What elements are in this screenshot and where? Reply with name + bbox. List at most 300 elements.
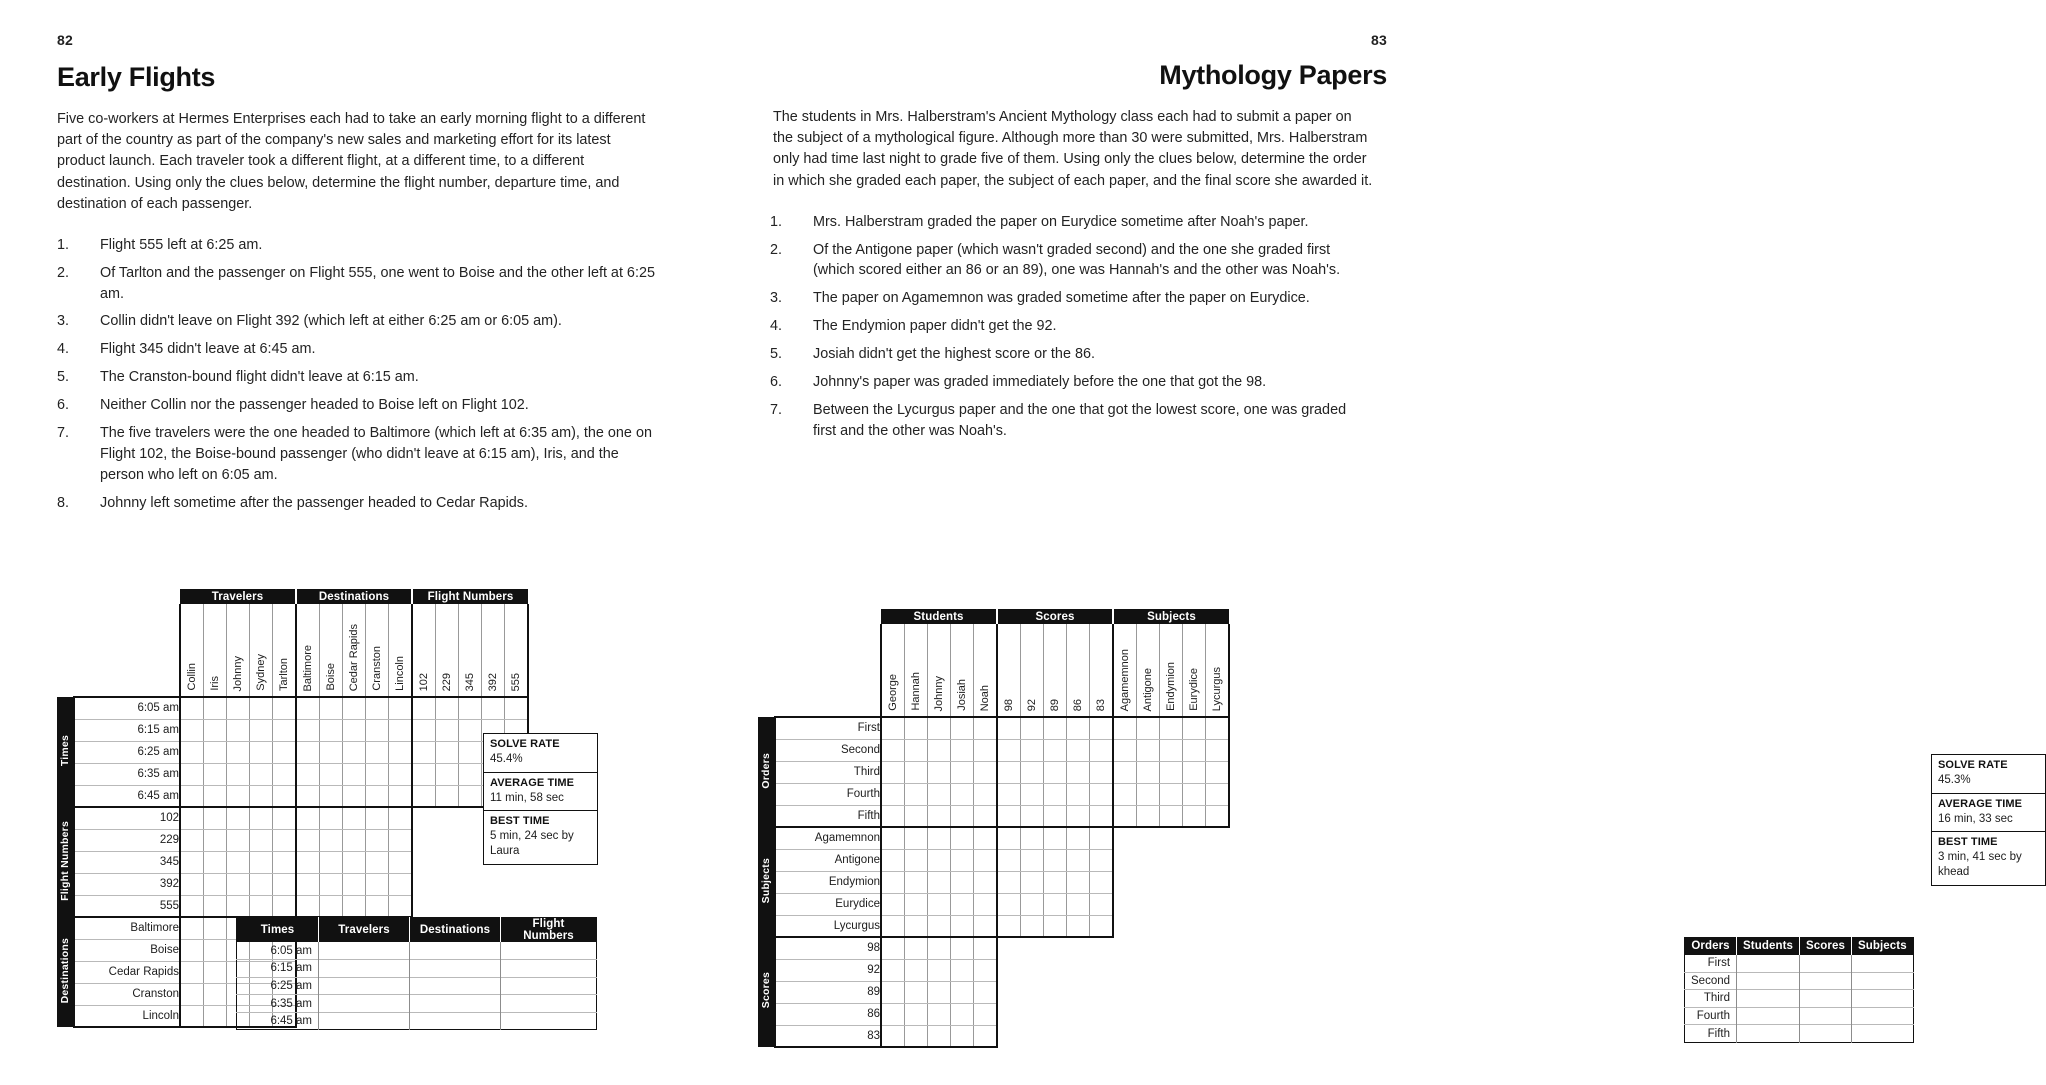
grid-cell[interactable] bbox=[951, 937, 974, 959]
grid-cell[interactable] bbox=[1067, 805, 1090, 827]
answer-input-cell[interactable] bbox=[319, 977, 410, 995]
grid-cell[interactable] bbox=[1160, 739, 1183, 761]
grid-cell[interactable] bbox=[273, 829, 297, 851]
grid-cell[interactable] bbox=[482, 697, 505, 719]
grid-cell[interactable] bbox=[1160, 717, 1183, 739]
grid-cell[interactable] bbox=[1113, 717, 1137, 739]
grid-cell[interactable] bbox=[1067, 849, 1090, 871]
grid-cell[interactable] bbox=[204, 961, 227, 983]
grid-cell[interactable] bbox=[389, 741, 413, 763]
grid-cell[interactable] bbox=[1044, 915, 1067, 937]
grid-cell[interactable] bbox=[250, 873, 273, 895]
answer-table[interactable] bbox=[1684, 937, 1914, 1043]
grid-cell[interactable] bbox=[905, 959, 928, 981]
grid-cell[interactable] bbox=[1067, 717, 1090, 739]
grid-cell[interactable] bbox=[412, 763, 436, 785]
answer-input-cell[interactable] bbox=[1737, 972, 1800, 990]
grid-cell[interactable] bbox=[1090, 827, 1114, 849]
grid-cell[interactable] bbox=[881, 761, 905, 783]
grid-cell[interactable] bbox=[505, 697, 529, 719]
grid-cell[interactable] bbox=[1090, 849, 1114, 871]
grid-cell[interactable] bbox=[204, 873, 227, 895]
grid-cell[interactable] bbox=[180, 983, 204, 1005]
grid-cell[interactable] bbox=[881, 915, 905, 937]
grid-cell[interactable] bbox=[1090, 783, 1114, 805]
grid-cell[interactable] bbox=[1113, 739, 1137, 761]
grid-cell[interactable] bbox=[974, 959, 998, 981]
grid-cell[interactable] bbox=[412, 719, 436, 741]
grid-cell[interactable] bbox=[1113, 761, 1137, 783]
grid-cell[interactable] bbox=[389, 873, 413, 895]
grid-cell[interactable] bbox=[180, 785, 204, 807]
answer-input-cell[interactable] bbox=[501, 995, 597, 1013]
grid-cell[interactable] bbox=[905, 937, 928, 959]
grid-cell[interactable] bbox=[366, 895, 389, 917]
grid-cell[interactable] bbox=[928, 893, 951, 915]
grid-cell[interactable] bbox=[928, 915, 951, 937]
grid-cell[interactable] bbox=[180, 939, 204, 961]
answer-input-cell[interactable] bbox=[410, 1012, 501, 1030]
grid-cell[interactable] bbox=[881, 717, 905, 739]
grid-cell[interactable] bbox=[180, 741, 204, 763]
grid-cell[interactable] bbox=[951, 827, 974, 849]
answer-input-cell[interactable] bbox=[1800, 990, 1852, 1008]
grid-cell[interactable] bbox=[227, 807, 250, 829]
grid-cell[interactable] bbox=[250, 851, 273, 873]
grid-cell[interactable] bbox=[1183, 717, 1206, 739]
grid-cell[interactable] bbox=[928, 849, 951, 871]
grid-cell[interactable] bbox=[296, 763, 320, 785]
grid-cell[interactable] bbox=[1067, 871, 1090, 893]
grid-cell[interactable] bbox=[180, 961, 204, 983]
grid-cell[interactable] bbox=[366, 741, 389, 763]
grid-cell[interactable] bbox=[204, 1005, 227, 1027]
grid-cell[interactable] bbox=[951, 1025, 974, 1047]
grid-cell[interactable] bbox=[951, 915, 974, 937]
answer-input-cell[interactable] bbox=[1851, 955, 1913, 973]
grid-cell[interactable] bbox=[1021, 827, 1044, 849]
grid-cell[interactable] bbox=[227, 851, 250, 873]
grid-cell[interactable] bbox=[951, 1003, 974, 1025]
grid-cell[interactable] bbox=[296, 719, 320, 741]
grid-cell[interactable] bbox=[997, 805, 1021, 827]
grid-cell[interactable] bbox=[1183, 739, 1206, 761]
grid-cell[interactable] bbox=[320, 719, 343, 741]
grid-cell[interactable] bbox=[366, 829, 389, 851]
grid-cell[interactable] bbox=[366, 807, 389, 829]
grid-cell[interactable] bbox=[204, 917, 227, 939]
grid-cell[interactable] bbox=[180, 917, 204, 939]
grid-cell[interactable] bbox=[1206, 739, 1230, 761]
grid-cell[interactable] bbox=[1021, 717, 1044, 739]
grid-cell[interactable] bbox=[881, 959, 905, 981]
grid-cell[interactable] bbox=[389, 697, 413, 719]
grid-cell[interactable] bbox=[273, 785, 297, 807]
grid-cell[interactable] bbox=[1044, 849, 1067, 871]
grid-cell[interactable] bbox=[881, 871, 905, 893]
grid-cell[interactable] bbox=[320, 873, 343, 895]
grid-cell[interactable] bbox=[997, 871, 1021, 893]
grid-cell[interactable] bbox=[905, 783, 928, 805]
grid-cell[interactable] bbox=[180, 851, 204, 873]
grid-cell[interactable] bbox=[881, 1025, 905, 1047]
grid-cell[interactable] bbox=[905, 849, 928, 871]
grid-cell[interactable] bbox=[180, 719, 204, 741]
grid-cell[interactable] bbox=[928, 739, 951, 761]
answer-table-left[interactable] bbox=[236, 917, 597, 1030]
grid-cell[interactable] bbox=[1090, 761, 1114, 783]
grid-cell[interactable] bbox=[1090, 739, 1114, 761]
grid-cell[interactable] bbox=[974, 783, 998, 805]
grid-cell[interactable] bbox=[320, 785, 343, 807]
grid-cell[interactable] bbox=[928, 827, 951, 849]
grid-cell[interactable] bbox=[227, 785, 250, 807]
grid-cell[interactable] bbox=[459, 719, 482, 741]
grid-cell[interactable] bbox=[1067, 827, 1090, 849]
grid-cell[interactable] bbox=[928, 761, 951, 783]
answer-input-cell[interactable] bbox=[319, 995, 410, 1013]
grid-cell[interactable] bbox=[974, 981, 998, 1003]
answer-table[interactable] bbox=[236, 917, 597, 1030]
grid-cell[interactable] bbox=[1113, 783, 1137, 805]
grid-cell[interactable] bbox=[296, 785, 320, 807]
logic-grid-right[interactable] bbox=[758, 609, 1230, 1048]
grid-cell[interactable] bbox=[320, 807, 343, 829]
grid-cell[interactable] bbox=[250, 829, 273, 851]
grid-cell[interactable] bbox=[997, 717, 1021, 739]
grid-cell[interactable] bbox=[1160, 783, 1183, 805]
grid-cell[interactable] bbox=[227, 895, 250, 917]
grid-cell[interactable] bbox=[997, 849, 1021, 871]
grid-cell[interactable] bbox=[389, 719, 413, 741]
answer-input-cell[interactable] bbox=[1800, 1025, 1852, 1043]
grid-cell[interactable] bbox=[227, 829, 250, 851]
grid-cell[interactable] bbox=[1160, 805, 1183, 827]
grid-cell[interactable] bbox=[204, 785, 227, 807]
grid-cell[interactable] bbox=[180, 895, 204, 917]
answer-input-cell[interactable] bbox=[410, 995, 501, 1013]
grid-cell[interactable] bbox=[1067, 893, 1090, 915]
answer-input-cell[interactable] bbox=[1851, 990, 1913, 1008]
grid-cell[interactable] bbox=[1044, 761, 1067, 783]
grid-cell[interactable] bbox=[951, 805, 974, 827]
grid-cell[interactable] bbox=[1044, 739, 1067, 761]
logic-grid-table[interactable] bbox=[758, 609, 1230, 1048]
grid-cell[interactable] bbox=[343, 741, 366, 763]
grid-cell[interactable] bbox=[250, 719, 273, 741]
grid-cell[interactable] bbox=[974, 1003, 998, 1025]
grid-cell[interactable] bbox=[250, 697, 273, 719]
grid-cell[interactable] bbox=[928, 783, 951, 805]
grid-cell[interactable] bbox=[1137, 761, 1160, 783]
grid-cell[interactable] bbox=[180, 873, 204, 895]
grid-cell[interactable] bbox=[366, 697, 389, 719]
grid-cell[interactable] bbox=[928, 805, 951, 827]
grid-cell[interactable] bbox=[204, 939, 227, 961]
grid-cell[interactable] bbox=[905, 739, 928, 761]
answer-input-cell[interactable] bbox=[1851, 972, 1913, 990]
answer-input-cell[interactable] bbox=[319, 1012, 410, 1030]
grid-cell[interactable] bbox=[366, 785, 389, 807]
answer-input-cell[interactable] bbox=[1851, 1007, 1913, 1025]
grid-cell[interactable] bbox=[204, 741, 227, 763]
grid-cell[interactable] bbox=[928, 871, 951, 893]
grid-cell[interactable] bbox=[1183, 805, 1206, 827]
grid-cell[interactable] bbox=[320, 741, 343, 763]
grid-cell[interactable] bbox=[928, 959, 951, 981]
grid-cell[interactable] bbox=[905, 893, 928, 915]
grid-cell[interactable] bbox=[1021, 871, 1044, 893]
grid-cell[interactable] bbox=[928, 1003, 951, 1025]
grid-cell[interactable] bbox=[1113, 805, 1137, 827]
grid-cell[interactable] bbox=[436, 697, 459, 719]
grid-cell[interactable] bbox=[343, 851, 366, 873]
grid-cell[interactable] bbox=[951, 959, 974, 981]
answer-input-cell[interactable] bbox=[501, 960, 597, 978]
grid-cell[interactable] bbox=[881, 1003, 905, 1025]
grid-cell[interactable] bbox=[227, 697, 250, 719]
grid-cell[interactable] bbox=[881, 849, 905, 871]
grid-cell[interactable] bbox=[905, 1025, 928, 1047]
grid-cell[interactable] bbox=[459, 763, 482, 785]
grid-cell[interactable] bbox=[320, 895, 343, 917]
grid-cell[interactable] bbox=[905, 717, 928, 739]
grid-cell[interactable] bbox=[905, 761, 928, 783]
answer-input-cell[interactable] bbox=[1800, 955, 1852, 973]
grid-cell[interactable] bbox=[1137, 783, 1160, 805]
grid-cell[interactable] bbox=[366, 763, 389, 785]
grid-cell[interactable] bbox=[204, 829, 227, 851]
grid-cell[interactable] bbox=[974, 1025, 998, 1047]
grid-cell[interactable] bbox=[250, 763, 273, 785]
grid-cell[interactable] bbox=[273, 895, 297, 917]
grid-cell[interactable] bbox=[436, 719, 459, 741]
answer-input-cell[interactable] bbox=[1800, 1007, 1852, 1025]
grid-cell[interactable] bbox=[881, 893, 905, 915]
grid-cell[interactable] bbox=[1090, 915, 1114, 937]
grid-cell[interactable] bbox=[343, 785, 366, 807]
grid-cell[interactable] bbox=[951, 871, 974, 893]
grid-cell[interactable] bbox=[1137, 739, 1160, 761]
grid-cell[interactable] bbox=[204, 895, 227, 917]
grid-cell[interactable] bbox=[1067, 783, 1090, 805]
answer-table-right[interactable] bbox=[1684, 937, 1914, 1043]
grid-cell[interactable] bbox=[1021, 739, 1044, 761]
grid-cell[interactable] bbox=[1090, 893, 1114, 915]
grid-cell[interactable] bbox=[974, 871, 998, 893]
grid-cell[interactable] bbox=[180, 807, 204, 829]
answer-input-cell[interactable] bbox=[410, 942, 501, 960]
grid-cell[interactable] bbox=[436, 763, 459, 785]
grid-cell[interactable] bbox=[974, 937, 998, 959]
grid-cell[interactable] bbox=[389, 829, 413, 851]
grid-cell[interactable] bbox=[1067, 739, 1090, 761]
grid-cell[interactable] bbox=[296, 807, 320, 829]
grid-cell[interactable] bbox=[928, 981, 951, 1003]
grid-cell[interactable] bbox=[1021, 849, 1044, 871]
grid-cell[interactable] bbox=[180, 1005, 204, 1027]
grid-cell[interactable] bbox=[273, 873, 297, 895]
grid-cell[interactable] bbox=[974, 827, 998, 849]
grid-cell[interactable] bbox=[951, 893, 974, 915]
grid-cell[interactable] bbox=[905, 915, 928, 937]
grid-cell[interactable] bbox=[366, 873, 389, 895]
grid-cell[interactable] bbox=[905, 827, 928, 849]
grid-cell[interactable] bbox=[1021, 761, 1044, 783]
grid-cell[interactable] bbox=[1090, 871, 1114, 893]
grid-cell[interactable] bbox=[389, 851, 413, 873]
grid-cell[interactable] bbox=[343, 697, 366, 719]
grid-cell[interactable] bbox=[412, 785, 436, 807]
grid-cell[interactable] bbox=[1183, 783, 1206, 805]
grid-cell[interactable] bbox=[1090, 805, 1114, 827]
grid-cell[interactable] bbox=[1044, 805, 1067, 827]
grid-cell[interactable] bbox=[343, 807, 366, 829]
grid-cell[interactable] bbox=[204, 983, 227, 1005]
grid-cell[interactable] bbox=[296, 829, 320, 851]
grid-cell[interactable] bbox=[905, 871, 928, 893]
grid-cell[interactable] bbox=[296, 873, 320, 895]
grid-cell[interactable] bbox=[412, 741, 436, 763]
grid-cell[interactable] bbox=[905, 1003, 928, 1025]
grid-cell[interactable] bbox=[459, 741, 482, 763]
grid-cell[interactable] bbox=[1160, 761, 1183, 783]
grid-cell[interactable] bbox=[881, 805, 905, 827]
answer-input-cell[interactable] bbox=[1737, 955, 1800, 973]
grid-cell[interactable] bbox=[389, 807, 413, 829]
grid-cell[interactable] bbox=[997, 761, 1021, 783]
grid-cell[interactable] bbox=[881, 783, 905, 805]
grid-cell[interactable] bbox=[320, 829, 343, 851]
grid-cell[interactable] bbox=[250, 741, 273, 763]
grid-cell[interactable] bbox=[905, 981, 928, 1003]
grid-cell[interactable] bbox=[928, 1025, 951, 1047]
grid-cell[interactable] bbox=[180, 697, 204, 719]
grid-cell[interactable] bbox=[1206, 717, 1230, 739]
grid-cell[interactable] bbox=[1183, 761, 1206, 783]
grid-cell[interactable] bbox=[273, 851, 297, 873]
grid-cell[interactable] bbox=[1044, 783, 1067, 805]
grid-cell[interactable] bbox=[881, 827, 905, 849]
grid-cell[interactable] bbox=[320, 697, 343, 719]
grid-cell[interactable] bbox=[1044, 827, 1067, 849]
grid-cell[interactable] bbox=[204, 851, 227, 873]
answer-input-cell[interactable] bbox=[319, 960, 410, 978]
grid-cell[interactable] bbox=[1044, 871, 1067, 893]
grid-cell[interactable] bbox=[204, 763, 227, 785]
grid-cell[interactable] bbox=[389, 895, 413, 917]
grid-cell[interactable] bbox=[343, 873, 366, 895]
grid-cell[interactable] bbox=[974, 717, 998, 739]
answer-input-cell[interactable] bbox=[410, 960, 501, 978]
answer-input-cell[interactable] bbox=[501, 942, 597, 960]
grid-cell[interactable] bbox=[180, 763, 204, 785]
grid-cell[interactable] bbox=[1137, 717, 1160, 739]
grid-cell[interactable] bbox=[412, 697, 436, 719]
grid-cell[interactable] bbox=[204, 807, 227, 829]
grid-cell[interactable] bbox=[974, 739, 998, 761]
answer-input-cell[interactable] bbox=[319, 942, 410, 960]
grid-cell[interactable] bbox=[227, 719, 250, 741]
grid-cell[interactable] bbox=[1137, 805, 1160, 827]
answer-input-cell[interactable] bbox=[1737, 990, 1800, 1008]
answer-input-cell[interactable] bbox=[501, 977, 597, 995]
grid-cell[interactable] bbox=[459, 697, 482, 719]
grid-cell[interactable] bbox=[951, 739, 974, 761]
grid-cell[interactable] bbox=[974, 915, 998, 937]
answer-input-cell[interactable] bbox=[1851, 1025, 1913, 1043]
answer-input-cell[interactable] bbox=[410, 977, 501, 995]
grid-cell[interactable] bbox=[951, 717, 974, 739]
grid-cell[interactable] bbox=[343, 829, 366, 851]
grid-cell[interactable] bbox=[928, 717, 951, 739]
grid-cell[interactable] bbox=[366, 851, 389, 873]
grid-cell[interactable] bbox=[997, 783, 1021, 805]
grid-cell[interactable] bbox=[1044, 717, 1067, 739]
grid-cell[interactable] bbox=[974, 805, 998, 827]
grid-cell[interactable] bbox=[250, 807, 273, 829]
grid-cell[interactable] bbox=[951, 761, 974, 783]
grid-cell[interactable] bbox=[459, 785, 482, 807]
grid-cell[interactable] bbox=[1021, 915, 1044, 937]
grid-cell[interactable] bbox=[273, 719, 297, 741]
answer-input-cell[interactable] bbox=[1800, 972, 1852, 990]
grid-cell[interactable] bbox=[951, 783, 974, 805]
grid-cell[interactable] bbox=[1044, 893, 1067, 915]
grid-cell[interactable] bbox=[436, 741, 459, 763]
grid-cell[interactable] bbox=[204, 719, 227, 741]
grid-cell[interactable] bbox=[250, 895, 273, 917]
grid-cell[interactable] bbox=[974, 893, 998, 915]
grid-cell[interactable] bbox=[296, 697, 320, 719]
grid-cell[interactable] bbox=[1067, 761, 1090, 783]
grid-cell[interactable] bbox=[974, 761, 998, 783]
grid-cell[interactable] bbox=[997, 915, 1021, 937]
grid-cell[interactable] bbox=[1021, 783, 1044, 805]
grid-cell[interactable] bbox=[296, 851, 320, 873]
grid-cell[interactable] bbox=[1090, 717, 1114, 739]
grid-cell[interactable] bbox=[905, 805, 928, 827]
grid-cell[interactable] bbox=[296, 895, 320, 917]
grid-cell[interactable] bbox=[1206, 783, 1230, 805]
grid-cell[interactable] bbox=[997, 893, 1021, 915]
grid-cell[interactable] bbox=[227, 873, 250, 895]
grid-cell[interactable] bbox=[1206, 805, 1230, 827]
grid-cell[interactable] bbox=[180, 829, 204, 851]
answer-input-cell[interactable] bbox=[1737, 1007, 1800, 1025]
answer-input-cell[interactable] bbox=[1737, 1025, 1800, 1043]
grid-cell[interactable] bbox=[273, 763, 297, 785]
grid-cell[interactable] bbox=[1067, 915, 1090, 937]
grid-cell[interactable] bbox=[436, 785, 459, 807]
grid-cell[interactable] bbox=[227, 763, 250, 785]
grid-cell[interactable] bbox=[974, 849, 998, 871]
grid-cell[interactable] bbox=[1021, 805, 1044, 827]
grid-cell[interactable] bbox=[343, 719, 366, 741]
grid-cell[interactable] bbox=[320, 851, 343, 873]
grid-cell[interactable] bbox=[1021, 893, 1044, 915]
grid-cell[interactable] bbox=[928, 937, 951, 959]
grid-cell[interactable] bbox=[881, 739, 905, 761]
grid-cell[interactable] bbox=[204, 697, 227, 719]
grid-cell[interactable] bbox=[881, 981, 905, 1003]
grid-cell[interactable] bbox=[997, 739, 1021, 761]
grid-cell[interactable] bbox=[296, 741, 320, 763]
grid-cell[interactable] bbox=[951, 981, 974, 1003]
answer-input-cell[interactable] bbox=[501, 1012, 597, 1030]
grid-cell[interactable] bbox=[343, 763, 366, 785]
grid-cell[interactable] bbox=[389, 763, 413, 785]
